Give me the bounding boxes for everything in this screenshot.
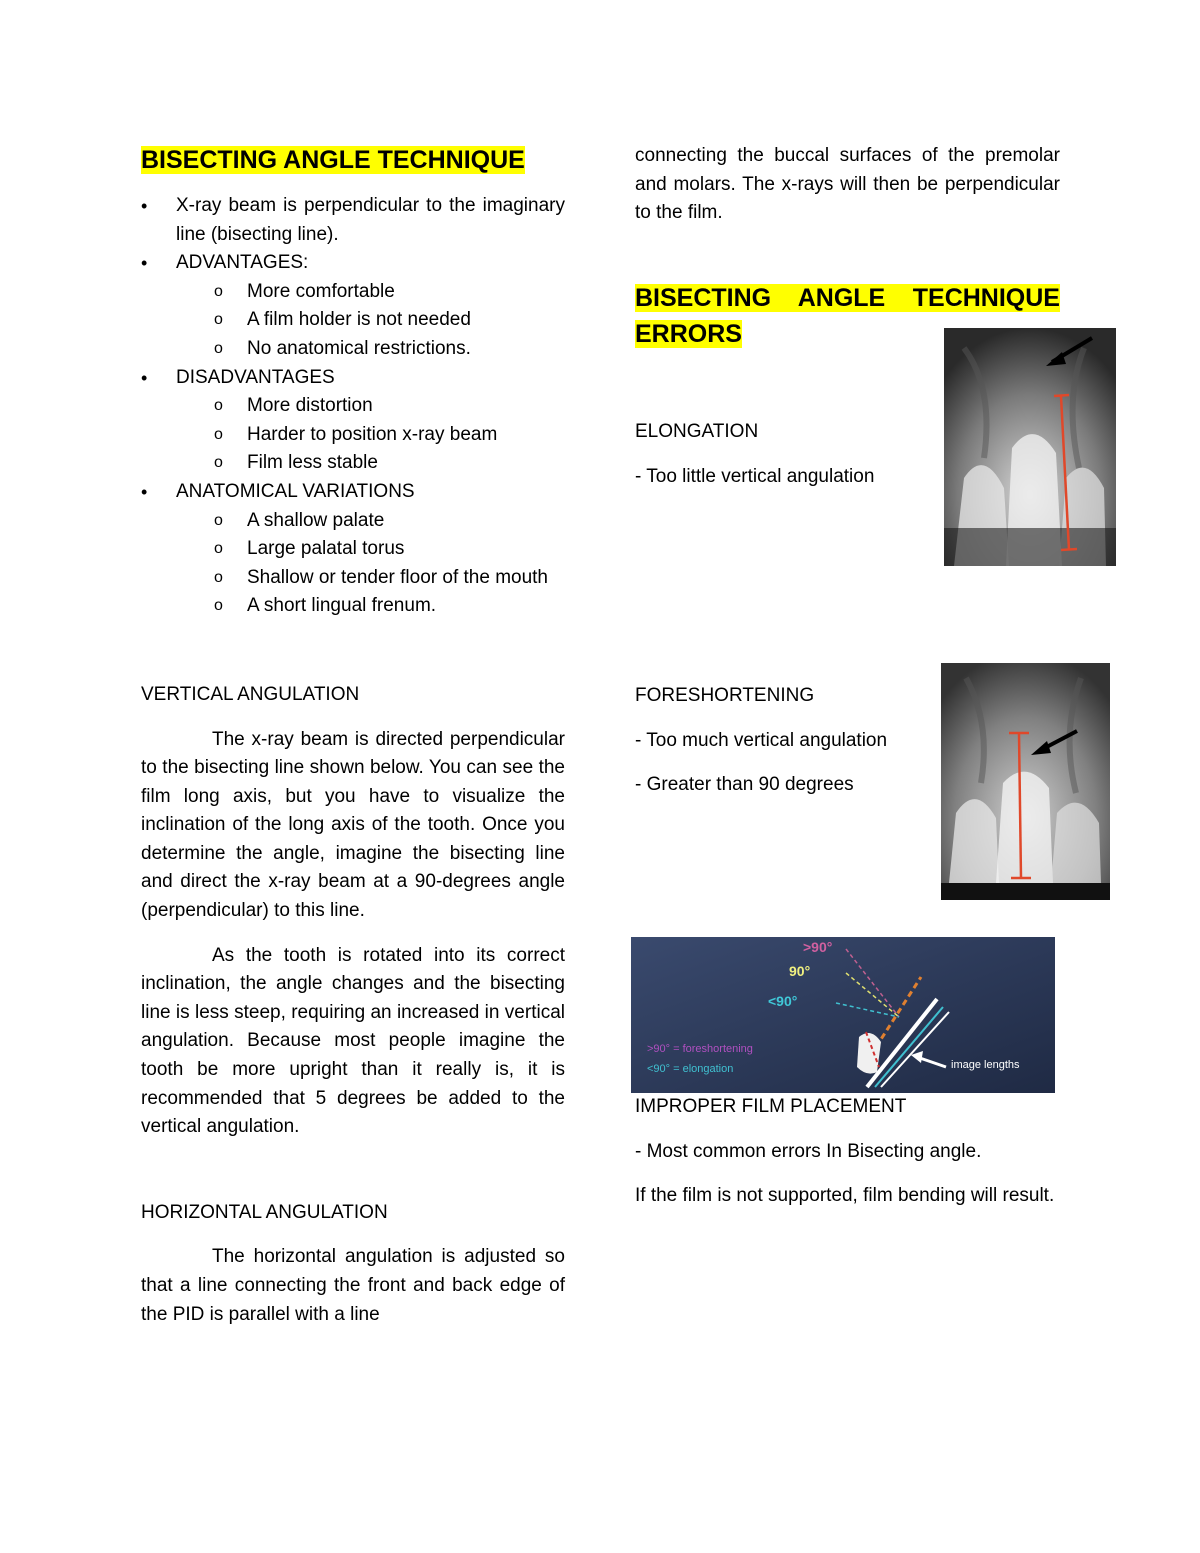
foreshortening-text-2: - Greater than 90 degrees: [635, 774, 854, 796]
elongation-block: [635, 418, 935, 491]
errors-title: BISECTING ANGLE TECHNIQUE ERRORS: [635, 283, 1060, 348]
improper-block: [635, 1093, 1060, 1211]
foreshortening-heading: FORESHORTENING: [635, 685, 815, 706]
improper-text-1: - Most common errors In Bisecting angle.: [635, 1140, 982, 1162]
main-bullet-list: [141, 192, 565, 621]
legend-elongation: <90° = elongation: [647, 1063, 734, 1075]
variation-item: o Large palatal torus: [141, 535, 565, 564]
foreshortening-xray-image: [941, 663, 1110, 900]
bullet-variations: [141, 478, 565, 621]
angulation-diagram: [631, 937, 1055, 1093]
bullet-disadvantages: [141, 364, 565, 478]
horizontal-paragraph: The horizontal angulation is adjusted so that a line connecting the front and back edge of the PID is parallel with a line: [141, 1246, 565, 1325]
horizontal-angulation-heading: HORIZONTAL ANGULATION: [141, 1201, 388, 1223]
variations-label: ANATOMICAL VARIATIONS: [176, 480, 415, 502]
variation-item: o A short lingual frenum.: [141, 592, 565, 621]
main-title: BISECTING ANGLE TECHNIQUE: [141, 146, 525, 174]
label-90: 90°: [789, 963, 811, 979]
vertical-paragraph-1: The x-ray beam is directed perpendicular to the bisecting line shown below. You can see the film long axis, but you have to visualize the inclination of the long axis of the tooth. Once you determine the angle, imagine the bisecting line and direct the x-ray beam at a 90-degrees angle (perpendicular) to this line.: [141, 728, 565, 922]
label-greater-90: >90°: [803, 939, 833, 955]
advantage-item: o A film holder is not needed: [141, 306, 565, 335]
right-column: [635, 142, 1060, 352]
advantage-item: o No anatomical restrictions.: [141, 335, 565, 364]
disadvantage-item: o More distortion: [141, 392, 565, 421]
bullet-advantages: [141, 249, 565, 363]
bullet-definition: • X-ray beam is perpendicular to the imaginary line (bisecting line).: [141, 192, 565, 249]
elongation-heading: ELONGATION: [635, 421, 759, 442]
variation-item: o A shallow palate: [141, 507, 565, 536]
label-image-lengths: image lengths: [951, 1059, 1020, 1071]
legend-foreshortening: >90° = foreshortening: [647, 1043, 753, 1055]
label-less-90: <90°: [768, 993, 798, 1009]
continued-paragraph: connecting the buccal surfaces of the premolar and molars. The x-rays will then be perpendicular to the film.: [635, 145, 1060, 224]
foreshortening-text-1: - Too much vertical angulation: [635, 729, 888, 751]
advantages-label: ADVANTAGES:: [176, 252, 309, 274]
disadvantage-item: o Harder to position x-ray beam: [141, 421, 565, 450]
vertical-angulation-heading: VERTICAL ANGULATION: [141, 683, 360, 705]
variation-item: o Shallow or tender floor of the mouth: [141, 564, 565, 593]
improper-text-2: If the film is not supported, film bending will result.: [635, 1185, 1055, 1207]
disadvantages-label: DISADVANTAGES: [176, 366, 335, 388]
disadvantage-item: o Film less stable: [141, 449, 565, 478]
foreshortening-block: [635, 682, 935, 800]
improper-heading: IMPROPER FILM PLACEMENT: [635, 1096, 907, 1117]
elongation-text: - Too little vertical angulation: [635, 465, 875, 487]
vertical-paragraph-2: As the tooth is rotated into its correct inclination, the angle changes and the bisecting line is less steep, requiring an increased in vertical angulation. Because most people imagine the tooth be more upright than it really is, it is recommended that 5 degrees be added to the vertical angulation.: [141, 944, 565, 1138]
elongation-xray-image: [944, 328, 1116, 566]
advantage-item: o More comfortable: [141, 278, 565, 307]
left-column: [141, 142, 565, 1329]
